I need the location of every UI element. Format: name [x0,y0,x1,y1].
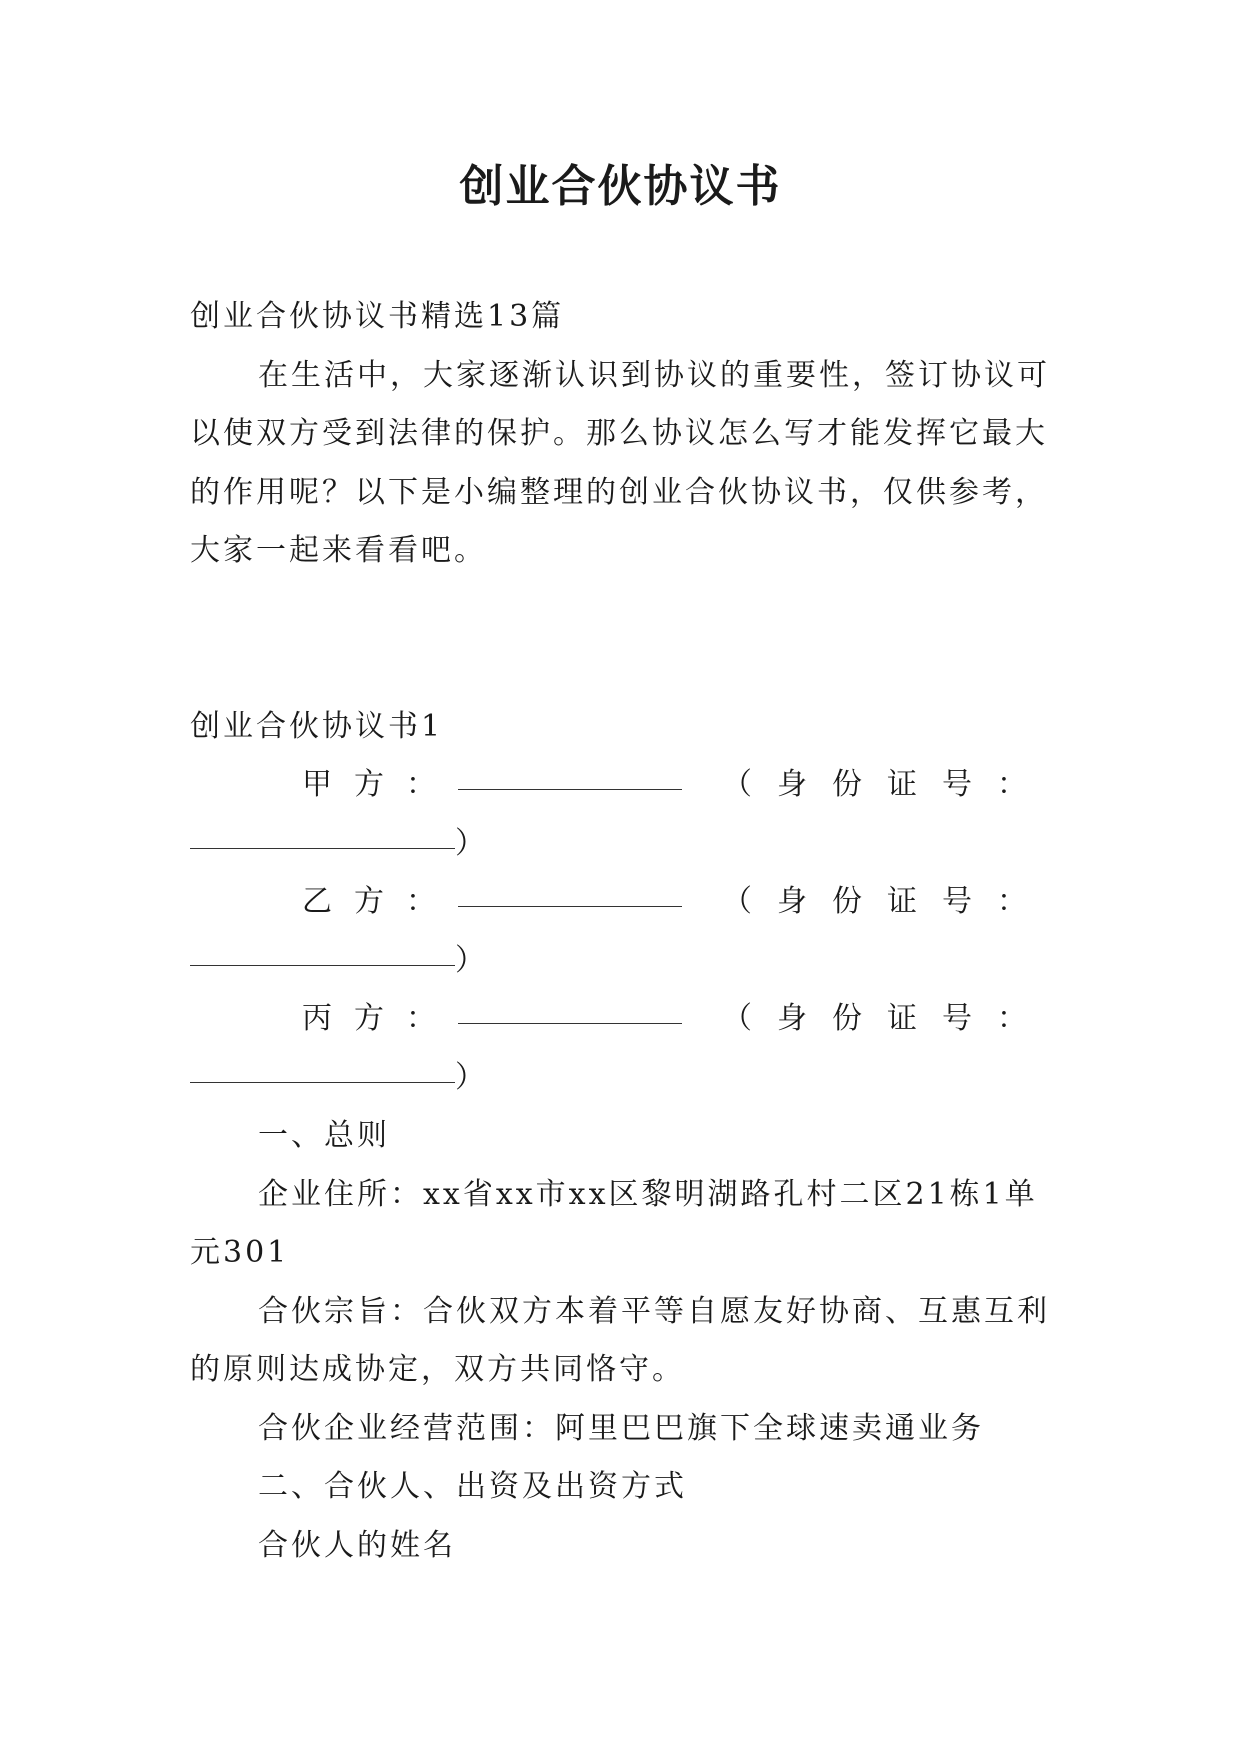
party-c-id-line [190,1049,1052,1108]
document-body [190,288,1052,1575]
party-a-id-line [190,815,1052,874]
party-c-id-label: （身份证号： [722,1001,1052,1036]
purpose-paragraph: 合伙宗旨：合伙双方本着平等自愿友好协商、互惠互利的原则达成协定，双方共同恪守。 [190,1293,1050,1387]
party-a-name-blank[interactable] [458,759,682,790]
party-b-id-label: （身份证号： [722,884,1052,919]
party-a-line [190,756,1052,815]
party-b-close: ） [455,942,488,978]
document-subtitle: 创业合伙协议书精选13篇 [190,299,565,334]
party-a-id-blank[interactable] [190,818,455,849]
party-c-label: 丙方： [302,1001,458,1036]
party-a-close: ） [455,825,488,861]
section-title: 创业合伙协议书1 [190,708,444,744]
party-a-label: 甲方： [302,767,458,802]
party-b-name-blank[interactable] [458,876,682,907]
general-heading: 一、总则 [258,1118,390,1153]
intro-paragraph: 在生活中，大家逐渐认识到协议的重要性，签订协议可以使双方受到法律的保护。那么协议怎么写才能发挥它最大的作用呢？以下是小编整理的创业合伙协议书，仅供参考，大家一起来看看吧。 [190,357,1050,568]
party-c-close: ） [455,1059,488,1095]
party-b-id-blank[interactable] [190,935,455,966]
party-b-id-line [190,932,1052,991]
party-c-name-blank[interactable] [458,993,682,1024]
party-b-label: 乙方： [302,884,458,919]
party-b-line [190,873,1052,932]
scope-paragraph: 合伙企业经营范围：阿里巴巴旗下全球速卖通业务 [258,1410,984,1446]
party-a-id-label: （身份证号： [722,767,1052,802]
spacer [190,581,1052,698]
party-c-line [190,990,1052,1049]
address-paragraph: 企业住所：xx省xx市xx区黎明湖路孔村二区21栋1单元301 [190,1176,1038,1270]
document-title: 创业合伙协议书 [459,161,782,212]
partner-names-paragraph: 合伙人的姓名 [258,1527,456,1563]
contribution-heading: 二、合伙人、出资及出资方式 [258,1469,687,1504]
party-c-id-blank[interactable] [190,1052,455,1083]
